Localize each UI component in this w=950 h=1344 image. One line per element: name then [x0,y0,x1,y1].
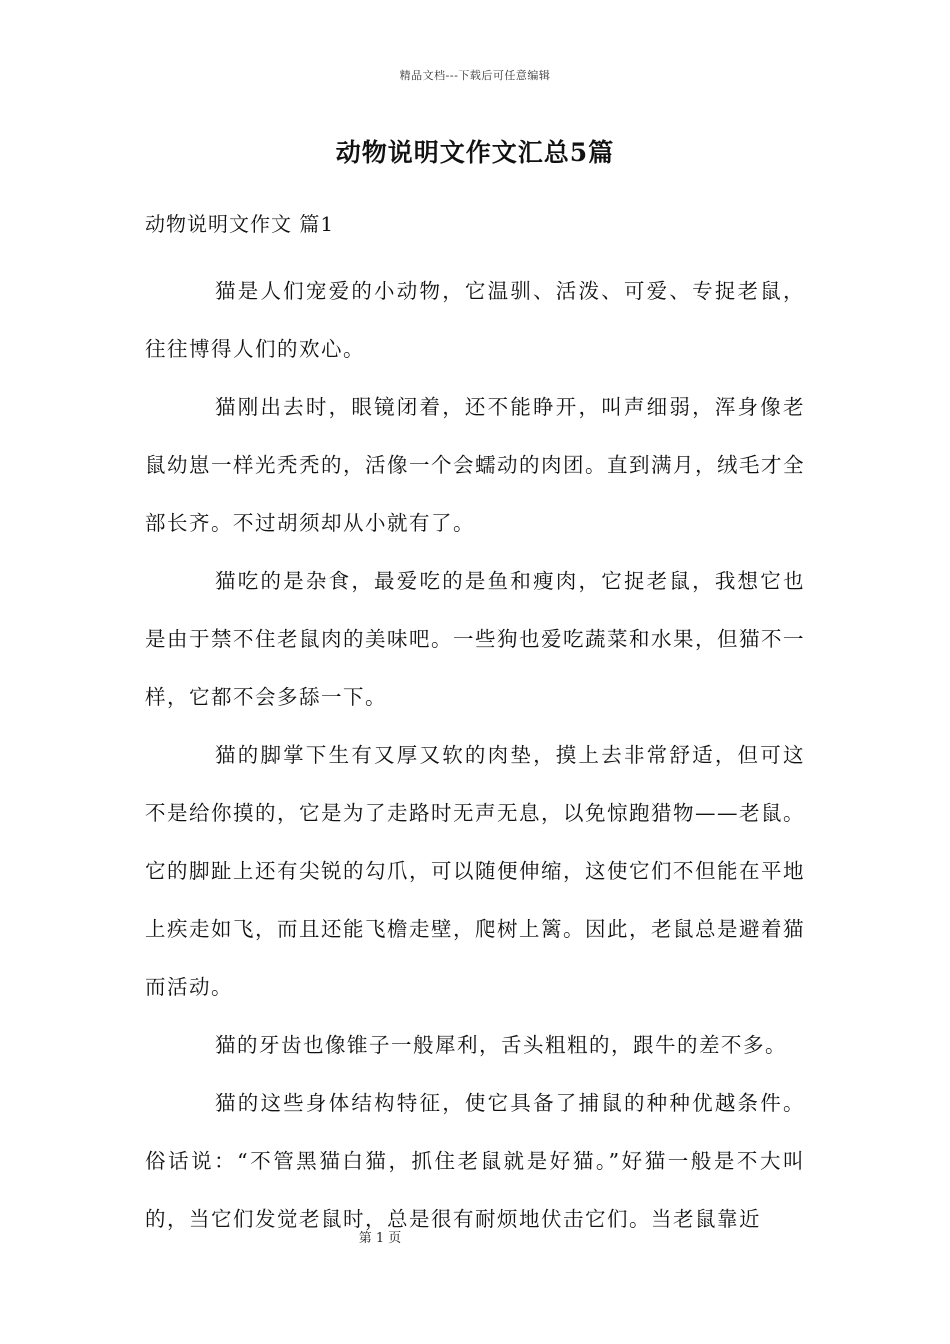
section-heading: 动物说明文作文 篇1 [145,212,335,236]
paragraph: 猫吃的是杂食，最爱吃的是鱼和瘦肉，它捉老鼠，我想它也是由于禁不住老鼠肉的美味吧。一些狗也爱吃蔬菜和水果，但猫不一样，它都不会多舔一下。 [145,569,805,709]
page-header: 精品文档---下载后可任意编辑 [399,69,551,82]
paragraph: 猫刚出去时，眼镜闭着，还不能睁开，叫声细弱，浑身像老鼠幼崽一样光秃秃的，活像一个会蠕动的肉团。直到满月，绒毛才全部长齐。不过胡须却从小就有了。 [145,395,805,535]
paragraph: 猫是人们宠爱的小动物，它温驯、活泼、可爱、专捉老鼠，往往博得人们的欢心。 [145,279,805,361]
document-body [145,262,805,1248]
document-title: 动物说明文作文汇总5篇 [335,138,615,167]
paragraph: 猫的这些身体结构特征，使它具备了捕鼠的种种优越条件。俗话说：“不管黑猫白猫，抓住老鼠就是好猫。”好猫一般是不大叫的，当它们发觉老鼠时，总是很有耐烦地伏击它们。当老鼠靠近 [145,1091,805,1231]
paragraph: 猫的牙齿也像锥子一般犀利，舌头粗粗的，跟牛的差不多。 [215,1033,787,1057]
page-number: 第 1 页 [358,1231,402,1246]
paragraph: 猫的脚掌下生有又厚又软的肉垫，摸上去非常舒适，但可这不是给你摸的，它是为了走路时无声无息，以免惊跑猎物——老鼠。它的脚趾上还有尖锐的勾爪，可以随便伸缩，这使它们不但能在平地上疾走如飞，而且还能飞檐走壁，爬树上篱。因此，老鼠总是避着猫而活动。 [145,743,805,999]
